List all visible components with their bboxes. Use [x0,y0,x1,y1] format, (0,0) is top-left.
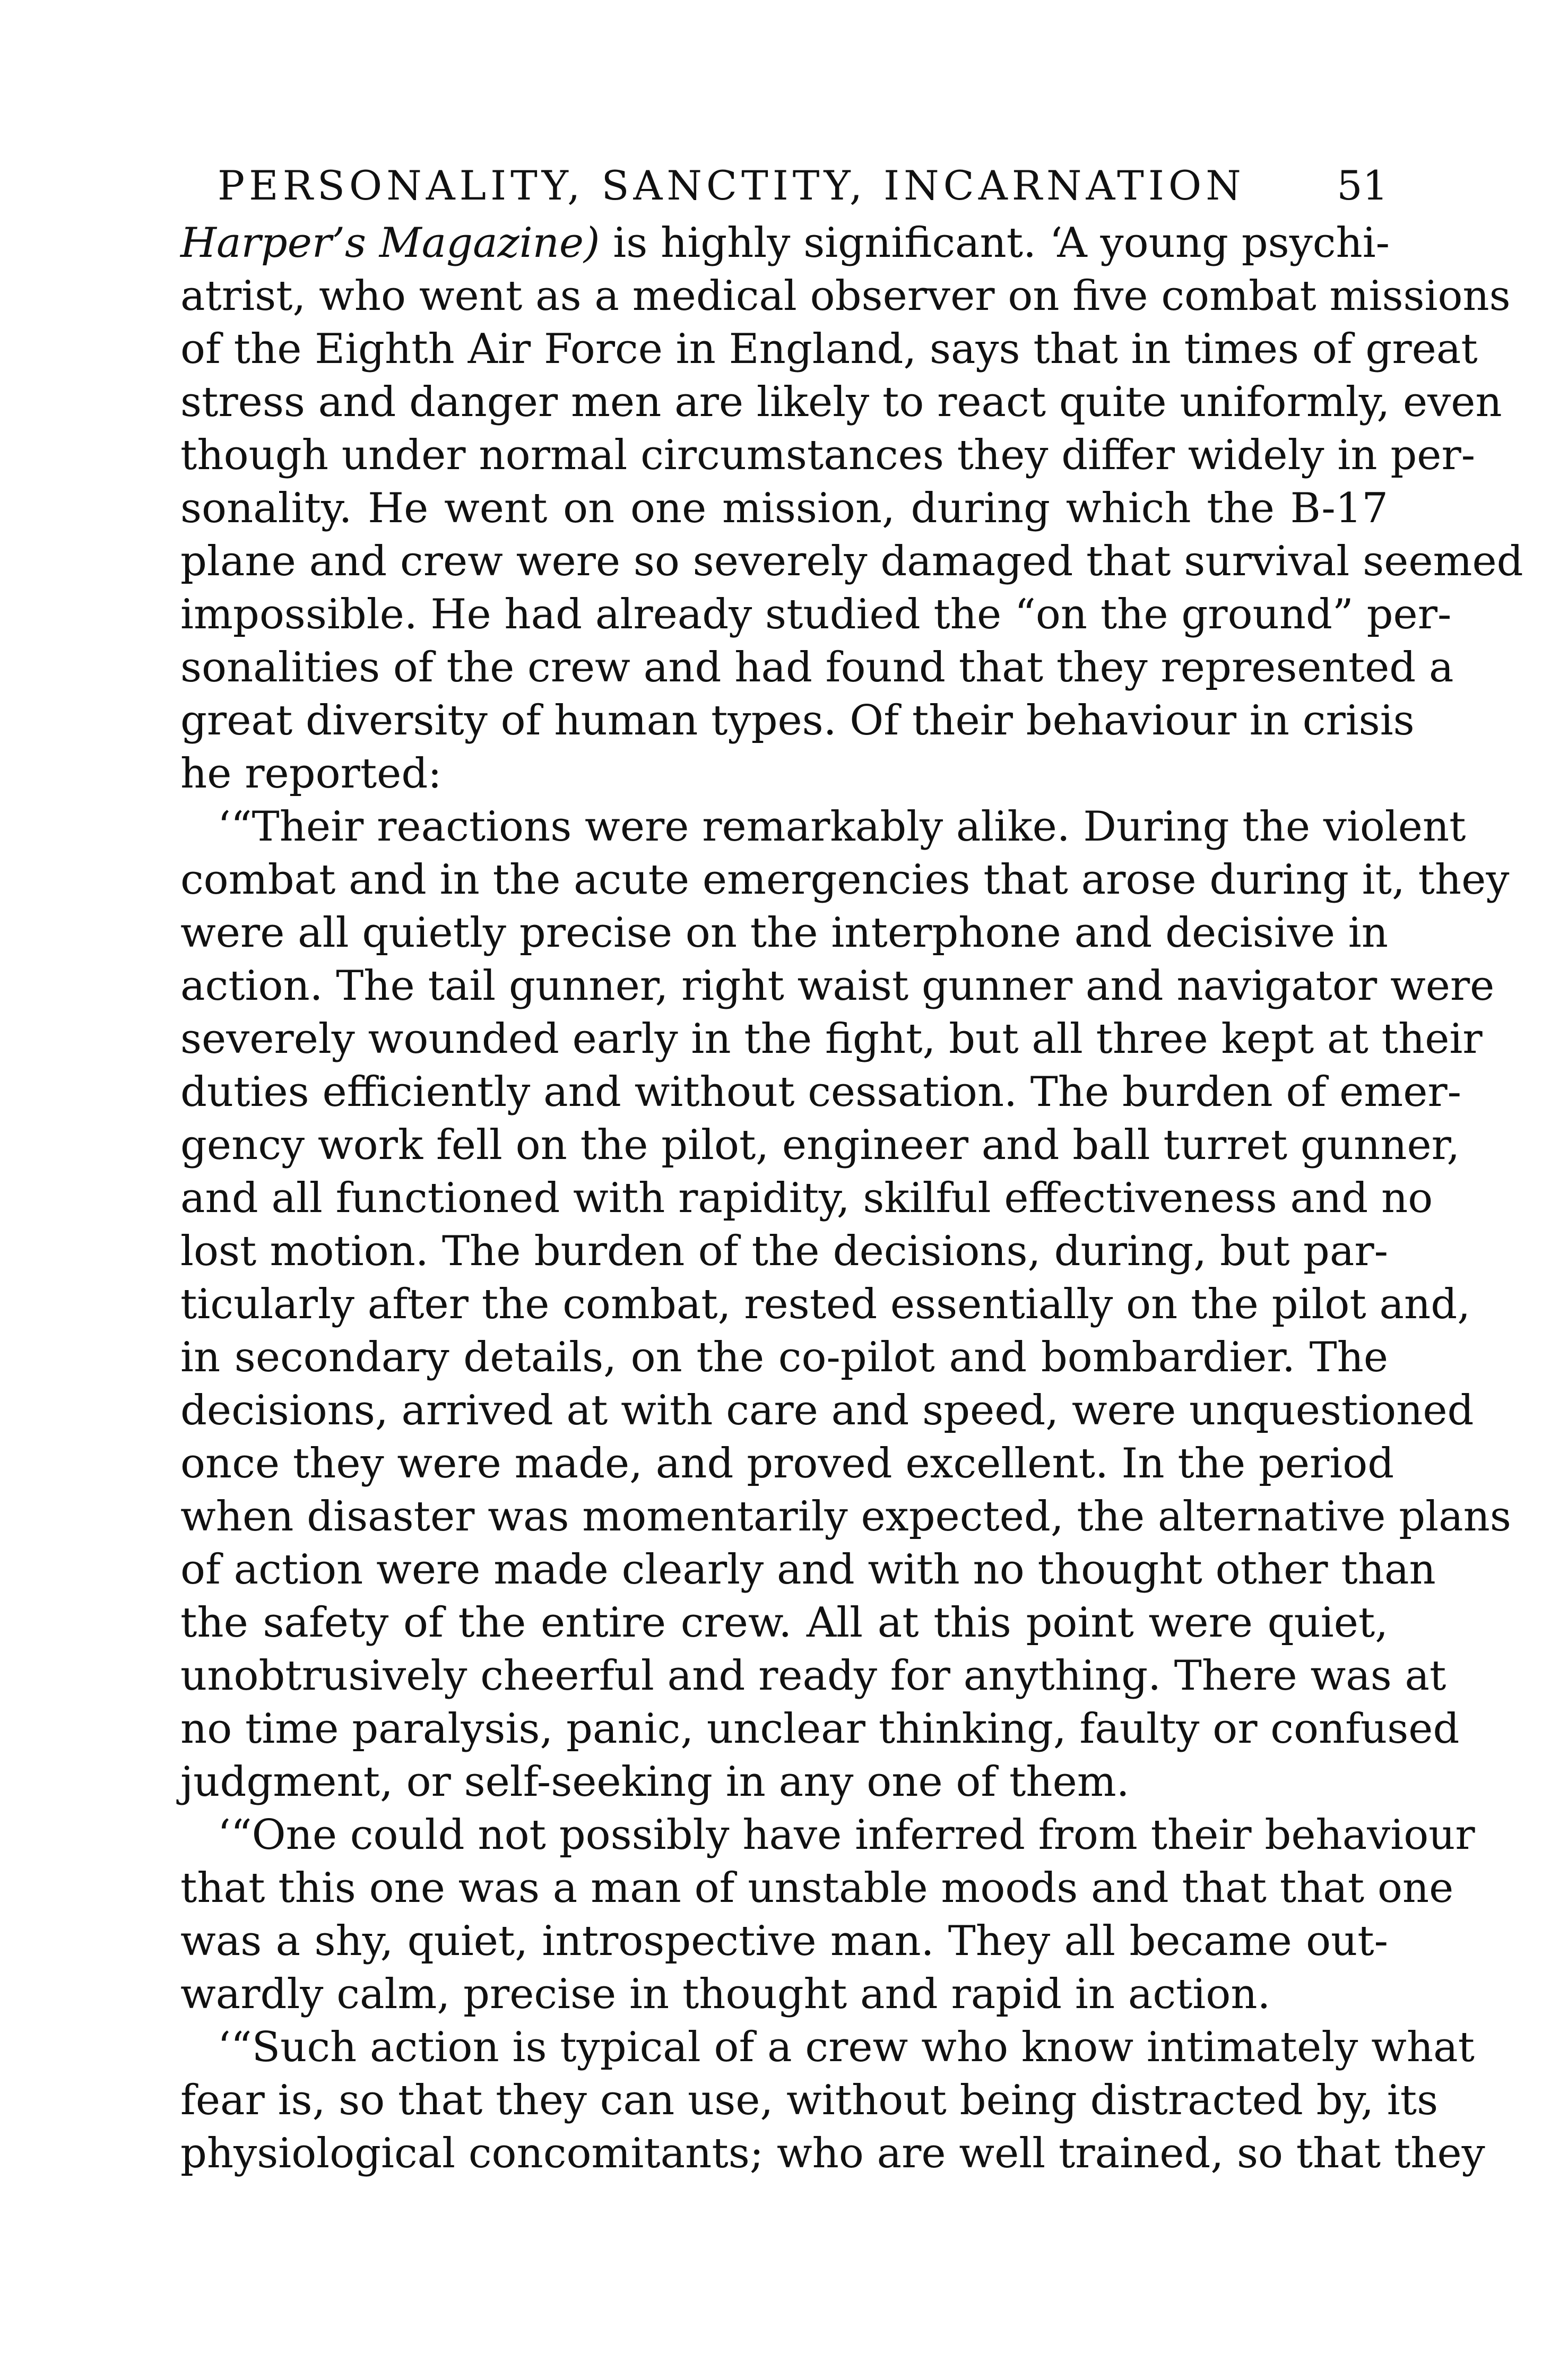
text-line: physiological concomitants; who are well trained, so that they [180,2130,1485,2177]
text-line: impossible. He had already studied the “on the ground” per- [180,591,1452,638]
text-line: action. The tail gunner, right waist gunner and navigator were [180,962,1495,1010]
text-line: no time paralysis, panic, unclear thinking, faulty or confused [180,1705,1460,1753]
body-text [180,217,1523,2180]
text-line: that this one was a man of unstable moods and that that one [180,1864,1454,1912]
text-line: once they were made, and proved excellent. In the period [180,1440,1394,1487]
running-head [180,154,1388,218]
text-line: plane and crew were so severely damaged that survival seemed [180,538,1523,585]
text-line: of action were made clearly and with no thought other than [180,1546,1436,1594]
text-line: sonality. He went on one mission, during which the B-17 [180,485,1388,532]
text-line: ‘“Such action is typical of a crew who know intimately what [218,2023,1475,2071]
text-line: atrist, who went as a medical observer on five combat missions [180,272,1511,320]
text-line: wardly calm, precise in thought and rapid in action. [180,1970,1271,2018]
text-line: ticularly after the combat, rested essentially on the pilot and, [180,1281,1470,1328]
text-line: unobtrusively cheerful and ready for anything. There was at [180,1652,1446,1700]
text-line: when disaster was momentarily expected, the alternative plans [180,1493,1511,1541]
page-number: 51 [1337,162,1388,209]
text-line: severely wounded early in the fight, but all three kept at their [180,1015,1483,1063]
text-line: Harper’s Magazine) is highly significant. ‘A young psychi- [180,219,1390,267]
running-title: PERSONALITY, SANCTITY, INCARNATION [218,162,1245,209]
text-line: and all functioned with rapidity, skilful effectiveness and no [180,1174,1433,1222]
text-line: fear is, so that they can use, without being distracted by, its [180,2077,1439,2124]
text-line: was a shy, quiet, introspective man. They all became out- [180,1917,1388,1965]
text-line: he reported: [180,750,442,798]
text-line: decisions, arrived at with care and speed, were unquestioned [180,1387,1474,1434]
text-line: stress and danger men are likely to react quite uniformly, even [180,378,1502,426]
text-line: in secondary details, on the co-pilot and bombardier. The [180,1334,1388,1381]
text-line: great diversity of human types. Of their behaviour in crisis [180,697,1415,745]
text-line: were all quietly precise on the interphone and decisive in [180,909,1388,957]
text-line: duties efficiently and without cessation. The burden of emer- [180,1068,1462,1116]
text-line: the safety of the entire crew. All at this point were quiet, [180,1599,1388,1647]
text-line: judgment, or self-seeking in any one of them. [180,1758,1130,1806]
italic-title: Harper’s Magazine) [180,219,600,267]
text-line: ‘“Their reactions were remarkably alike. During the violent [218,803,1466,851]
text-line: of the Eighth Air Force in England, says that in times of great [180,325,1478,373]
text-line: ‘“One could not possibly have inferred from their behaviour [218,1811,1475,1859]
text-line: sonalities of the crew and had found that they represented a [180,644,1454,691]
text-line: combat and in the acute emergencies that arose during it, they [180,856,1510,904]
text-line: gency work fell on the pilot, engineer and ball turret gunner, [180,1121,1460,1169]
text-line: though under normal circumstances they differ widely in per- [180,431,1476,479]
text-line: lost motion. The burden of the decisions, during, but par- [180,1227,1388,1275]
